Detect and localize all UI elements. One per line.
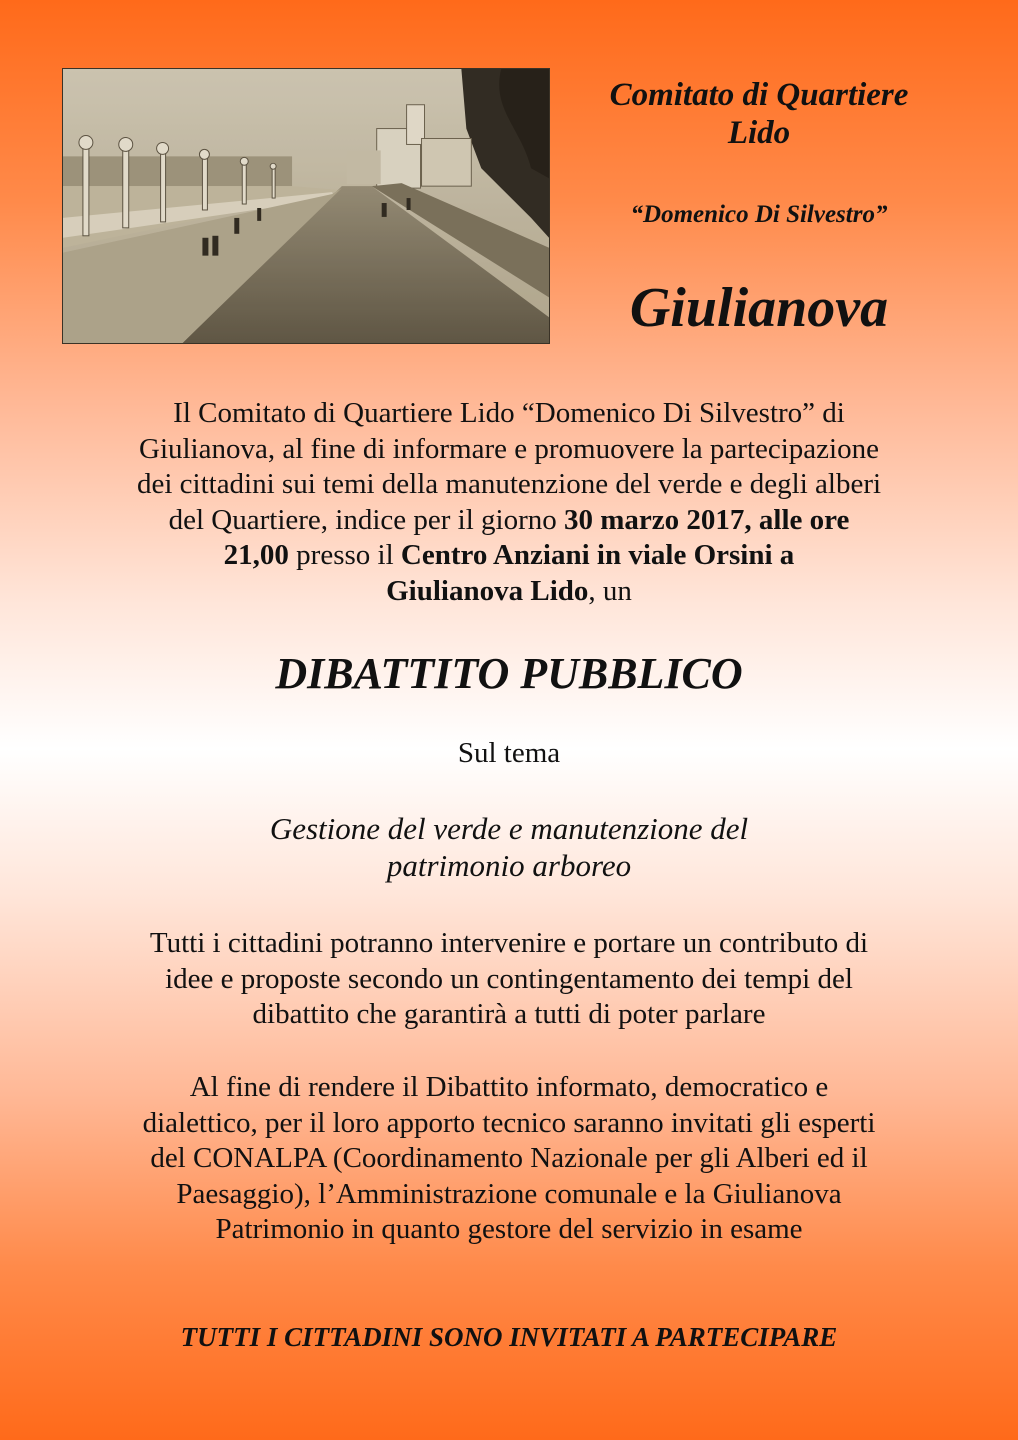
intro-line-4-text: del Quartiere, indice per il giorno bbox=[168, 503, 565, 536]
intro-paragraph bbox=[60, 396, 958, 609]
experts-line-4: Paesaggio), l’Amministrazione comunale e la Giulianova bbox=[176, 1177, 842, 1210]
experts-line-2: dialettico, per il loro apporto tecnico saranno invitati gli esperti bbox=[142, 1106, 876, 1139]
event-date: 30 marzo 2017, alle ore bbox=[564, 503, 850, 536]
intro-line-6 bbox=[60, 574, 958, 610]
event-venue: Centro Anziani in viale Orsini a bbox=[400, 539, 795, 571]
org-line-1: Comitato di Quartiere bbox=[609, 77, 909, 113]
experts-line-5: Patrimonio in quanto gestore del servizio in esame bbox=[215, 1213, 803, 1245]
experts-paragraph bbox=[60, 1070, 958, 1248]
participation-paragraph bbox=[60, 926, 958, 1033]
intro-line-3: dei cittadini sui temi della manutenzione del verde e degli alberi bbox=[136, 468, 882, 500]
org-line-2: Lido bbox=[727, 115, 791, 151]
experts-line-1: Al fine di rendere il Dibattito informato, democratico e bbox=[189, 1071, 829, 1103]
closing-invitation: TUTTI I CITTADINI SONO INVITATI A PARTECIPARE bbox=[180, 1322, 838, 1352]
city-title: Giulianova bbox=[629, 277, 889, 339]
topic-label: Sul tema bbox=[457, 737, 561, 769]
topic-line-2: patrimonio arboreo bbox=[386, 848, 632, 883]
promenade-photo bbox=[62, 68, 550, 344]
intro-line-2: Giulianova, al fine di informare e promuovere la partecipazione bbox=[139, 432, 879, 465]
intro-line-5-text: presso il bbox=[288, 539, 401, 571]
event-time: 21,00 bbox=[223, 539, 289, 571]
topic-line-1: Gestione del verde e manutenzione del bbox=[269, 811, 749, 846]
organization-name bbox=[560, 76, 958, 152]
intro-line-6-text: , un bbox=[588, 574, 632, 607]
participation-line-1: Tutti i cittadini potranno intervenire e portare un contributo di bbox=[149, 927, 869, 959]
topic-title bbox=[0, 810, 1018, 884]
participation-line-2: idee e proposte secondo un contingentamento dei tempi del bbox=[165, 962, 853, 995]
event-location: Giulianova Lido bbox=[386, 574, 589, 607]
participation-line-3: dibattito che garantirà a tutti di poter parlare bbox=[252, 998, 766, 1030]
experts-line-3: del CONALPA (Coordinamento Nazionale per gli Alberi ed il bbox=[150, 1142, 868, 1174]
event-title: DIBATTITO PUBBLICO bbox=[275, 649, 743, 698]
vintage-seafront-promenade-photo-icon bbox=[63, 69, 549, 343]
intro-line-1: Il Comitato di Quartiere Lido “Domenico Di Silvestro” di bbox=[173, 397, 845, 429]
intro-line-5 bbox=[60, 538, 958, 574]
intro-line-4 bbox=[60, 503, 958, 539]
honoree-name: “Domenico Di Silvestro” bbox=[630, 201, 888, 228]
